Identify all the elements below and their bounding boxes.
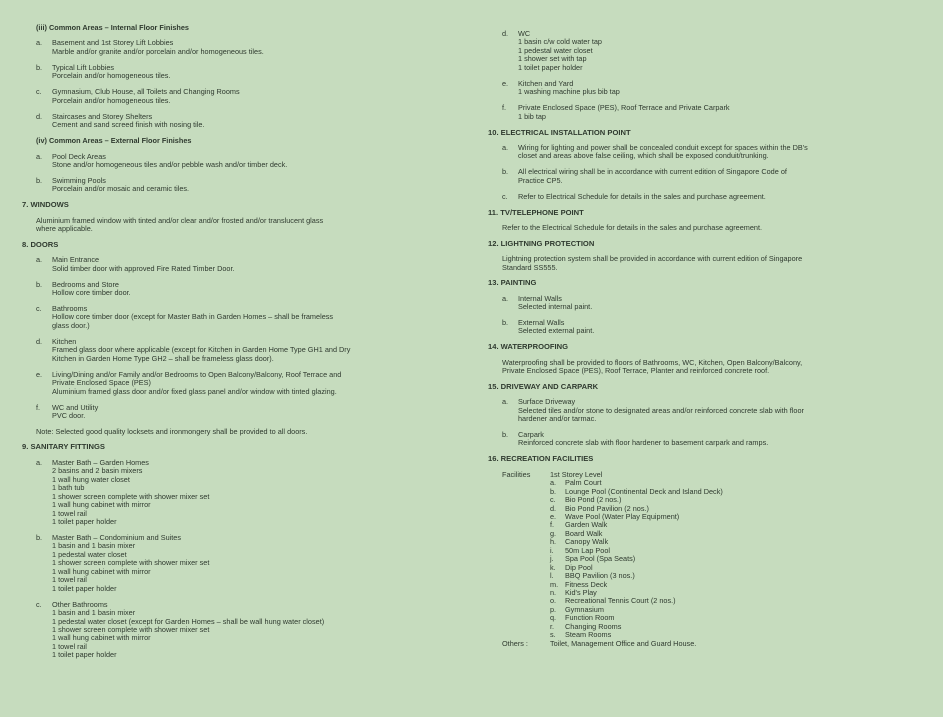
item-line: Marble and/or granite and/or porcelain and/or homogeneous tiles. [52, 46, 264, 56]
item-label: c. [36, 599, 42, 609]
item-label: d. [36, 111, 43, 121]
facilities-list [550, 479, 928, 639]
item-line: Porcelain and/or homogeneous tiles. [52, 71, 171, 81]
item-line: Staircases and Storey Shelters [52, 111, 153, 121]
item-label: b. [502, 317, 509, 327]
facility-name: Canopy Walk [565, 537, 609, 547]
item-line: 1 shower screen complete with shower mixer set [52, 558, 210, 568]
facility-name: BBQ Pavilion (3 nos.) [565, 571, 635, 581]
item-label: d. [502, 29, 509, 38]
tv-text [488, 224, 928, 232]
facility-item [550, 555, 928, 563]
item-line: Stone and/or homogeneous tiles and/or pebble wash and/or timber deck. [52, 159, 288, 169]
item-line: Porcelain and/or homogeneous tiles. [52, 95, 171, 105]
item-label: a. [502, 143, 509, 153]
item-line: Selected tiles and/or stone to designated areas and/or reinforced concrete slab with floor [518, 405, 804, 415]
item-line: 1 pedestal water closet [518, 45, 593, 55]
item-line: 1 towel rail [52, 575, 87, 585]
facility-letter: s. [550, 630, 556, 640]
facility-letter: m. [550, 579, 559, 589]
others-value: Toilet, Management Office and Guard House. [550, 638, 697, 648]
paragraph-line: Lightning protection system shall be provided in accordance with current edition of Singapore [502, 254, 803, 264]
tv-heading: 11. TV/TELEPHONE POINT [488, 207, 584, 217]
list-item [488, 80, 928, 97]
item-line: Surface Driveway [518, 397, 576, 407]
list-item [488, 295, 928, 312]
item-line: Wiring for lighting and power shall be concealed conduit except for spaces within the DB's [518, 143, 808, 153]
facility-name: Function Room [565, 613, 615, 623]
item-label: c. [502, 191, 508, 201]
list-item [22, 113, 462, 130]
item-label: a. [36, 457, 43, 467]
facility-letter: k. [550, 562, 556, 572]
item-line: PVC door. [52, 411, 86, 420]
item-line: 1 shower screen complete with shower mixer set [52, 625, 210, 635]
item-line: Other Bathrooms [52, 599, 108, 609]
facility-letter: j. [550, 554, 554, 564]
list-item [22, 153, 462, 170]
list-item [22, 88, 462, 105]
paragraph-line: Private Enclosed Space (PES), Roof Terrace, Planter and reinforced concrete roof. [502, 366, 770, 376]
list-item [22, 281, 462, 298]
item-label: e. [36, 369, 43, 379]
facility-item [550, 597, 928, 605]
item-line: Typical Lift Lobbies [52, 62, 115, 72]
list-item [22, 39, 462, 56]
item-line: Pool Deck Areas [52, 151, 106, 161]
item-line: Kitchen [52, 336, 77, 346]
item-line: WC [518, 29, 531, 38]
item-line: 1 towel rail [52, 641, 87, 651]
facility-name: Fitness Deck [565, 579, 608, 589]
paragraph-line: Waterproofing shall be provided to floors of Bathrooms, WC, Kitchen, Open Balcony/Balcony, [502, 357, 803, 367]
item-line: Internal Walls [518, 293, 562, 303]
windows-heading: 7. WINDOWS [22, 200, 69, 210]
item-line: Basement and 1st Storey Lift Lobbies [52, 38, 174, 48]
facility-name: Wave Pool (Water Play Equipment) [565, 512, 680, 522]
list-item [22, 459, 462, 527]
item-label: b. [502, 430, 509, 439]
recreation-heading: 16. RECREATION FACILITIES [488, 454, 594, 464]
facility-name: Steam Rooms [565, 630, 612, 640]
item-line: Living/Dining and/or Family and/or Bedrooms to Open Balcony/Balcony, Roof Terrace and [52, 369, 342, 379]
item-line: Porcelain and/or mosaic and ceramic tiles. [52, 184, 190, 194]
facility-item [550, 581, 928, 589]
item-label: b. [36, 62, 43, 72]
item-line: 2 basins and 2 basin mixers [52, 466, 143, 476]
paragraph-line: where applicable. [36, 224, 93, 234]
internal-floor-list [22, 39, 462, 129]
facility-name: 50m Lap Pool [565, 545, 611, 555]
lightning-text [488, 255, 928, 272]
item-line: Carpark [518, 430, 544, 439]
list-item [488, 168, 928, 185]
list-item [488, 30, 928, 72]
item-line: Main Entrance [52, 255, 100, 265]
waterproofing-heading: 14. WATERPROOFING [488, 342, 569, 352]
sanitary-continued-list [488, 30, 928, 121]
doors-note: Note: Selected good quality locksets and ironmongery shall be provided to all doors. [36, 426, 308, 436]
facility-letter: q. [550, 613, 557, 623]
facility-name: Bio Pond (2 nos.) [565, 495, 622, 505]
facility-name: Recreational Tennis Court (2 nos.) [565, 596, 676, 606]
item-label: a. [36, 38, 43, 48]
item-line: Cement and sand screed finish with nosing tile. [52, 120, 205, 130]
list-item [22, 177, 462, 194]
item-line: Private Enclosed Space (PES) [52, 378, 151, 388]
facility-letter: g. [550, 528, 557, 538]
item-line: 1 basin c/w cold water tap [518, 37, 602, 47]
facility-letter: a. [550, 478, 557, 488]
sanitary-heading: 9. SANITARY FITTINGS [22, 442, 105, 452]
item-label: b. [502, 167, 509, 177]
item-line: Gymnasium, Club House, all Toilets and Changing Rooms [52, 87, 240, 97]
facility-name: Gymnasium [565, 604, 604, 614]
list-item [22, 338, 462, 363]
item-label: c. [36, 303, 42, 313]
item-line: Hollow core timber door. [52, 288, 131, 298]
item-line: glass door.) [52, 320, 90, 330]
facility-name: Kid's Play [565, 587, 597, 597]
item-label: b. [36, 279, 43, 289]
list-item [488, 431, 928, 448]
item-line: Solid timber door with approved Fire Rated Timber Door. [52, 263, 235, 273]
facility-letter: c. [550, 495, 556, 505]
facility-name: Changing Rooms [565, 621, 622, 631]
facility-letter: r. [550, 621, 555, 631]
list-item [22, 601, 462, 660]
facility-letter: d. [550, 503, 557, 513]
item-label: b. [36, 175, 43, 185]
facility-name: Board Walk [565, 528, 603, 538]
facility-letter: p. [550, 604, 557, 614]
paragraph-line: Aluminium framed window with tinted and/or clear and/or frosted and/or translucent glass [36, 215, 324, 225]
item-line: Aluminium framed glass door and/or fixed glass panel and/or window with tinted glazing. [52, 386, 337, 396]
paragraph-line: Refer to the Electrical Schedule for details in the sales and purchase agreement. [502, 223, 762, 233]
lightning-heading: 12. LIGHTNING PROTECTION [488, 238, 595, 248]
item-line: Master Bath – Garden Homes [52, 457, 149, 467]
facility-letter: f. [550, 520, 555, 530]
list-item [488, 398, 928, 423]
list-item [22, 305, 462, 330]
left-column [22, 24, 462, 667]
facility-name: Garden Walk [565, 520, 608, 530]
item-line: Refer to Electrical Schedule for details in the sales and purchase agreement. [518, 191, 766, 201]
item-line: 1 toilet paper holder [52, 517, 117, 527]
item-line: Bedrooms and Store [52, 279, 119, 289]
facility-letter: e. [550, 512, 557, 522]
item-line: 1 wall hung water closet [52, 474, 130, 484]
item-label: a. [502, 293, 509, 303]
item-line: Reinforced concrete slab with floor hardener to basement carpark and ramps. [518, 438, 769, 448]
item-line: 1 bib tap [518, 111, 546, 121]
item-label: a. [36, 255, 43, 265]
facility-letter: i. [550, 545, 554, 555]
item-line: 1 toilet paper holder [52, 650, 117, 660]
external-floor-heading: (iv) Common Areas – External Floor Finishes [36, 136, 192, 146]
item-line: 1 shower screen complete with shower mixer set [52, 491, 210, 501]
item-line: 1 wall hung cabinet with mirror [52, 633, 151, 643]
item-line: All electrical wiring shall be in accordance with current edition of Singapore Code of [518, 167, 787, 177]
list-item [22, 534, 462, 593]
doors-list [22, 256, 462, 420]
item-line: 1 toilet paper holder [52, 583, 117, 593]
item-line: hardener and/or tarmac. [518, 414, 597, 424]
paragraph-line: Standard SS555. [502, 262, 558, 272]
item-label: a. [502, 397, 509, 407]
item-label: f. [36, 402, 41, 412]
electrical-list [488, 144, 928, 201]
item-label: b. [36, 532, 43, 542]
list-item [22, 371, 462, 396]
list-item [488, 144, 928, 161]
facility-name: Lounge Pool (Continental Deck and Island Deck) [565, 486, 723, 496]
item-line: 1 basin and 1 basin mixer [52, 541, 136, 551]
item-line: 1 wall hung cabinet with mirror [52, 566, 151, 576]
facility-letter: h. [550, 537, 557, 547]
item-line: Practice CP5. [518, 175, 563, 185]
list-item [22, 256, 462, 273]
windows-text [22, 217, 462, 234]
facility-letter: n. [550, 587, 557, 597]
item-line: Master Bath – Condominium and Suites [52, 532, 181, 542]
facility-name: Palm Court [565, 478, 602, 488]
item-label: d. [36, 336, 43, 346]
item-label: c. [36, 87, 42, 97]
item-label: e. [502, 78, 509, 88]
item-line: WC and Utility [52, 402, 99, 412]
item-line: closet and areas above false ceiling, which shall be exposed conduit/trunking. [518, 151, 769, 161]
item-line: 1 washing machine plus bib tap [518, 87, 620, 97]
facility-letter: l. [550, 571, 554, 581]
driveway-heading: 15. DRIVEWAY AND CARPARK [488, 381, 599, 391]
item-line: Hollow core timber door (except for Master Bath in Garden Homes – shall be frameless [52, 312, 334, 322]
item-line: External Walls [518, 317, 565, 327]
facility-name: Spa Pool (Spa Seats) [565, 554, 636, 564]
painting-heading: 13. PAINTING [488, 278, 537, 288]
item-line: Private Enclosed Space (PES), Roof Terrace and Private Carpark [518, 103, 730, 113]
internal-floor-heading: (iii) Common Areas – Internal Floor Finishes [36, 23, 189, 32]
facility-letter: o. [550, 596, 557, 606]
driveway-list [488, 398, 928, 448]
item-line: 1 basin and 1 basin mixer [52, 608, 136, 618]
list-item [22, 64, 462, 81]
sanitary-list [22, 459, 462, 660]
external-floor-list [22, 153, 462, 194]
doors-heading: 8. DOORS [22, 239, 59, 249]
painting-list [488, 295, 928, 336]
item-line: Kitchen in Garden Home Type GH2 – shall be frameless glass door). [52, 353, 274, 363]
facility-item [550, 521, 928, 529]
others-label: Others : [502, 638, 528, 648]
right-column [488, 30, 928, 648]
list-item [488, 104, 928, 121]
list-item [488, 319, 928, 336]
item-line: 1 shower set with tap [518, 54, 587, 64]
item-line: Bathrooms [52, 303, 88, 313]
item-line: 1 pedestal water closet (except for Garden Homes – shall be wall hung water closet) [52, 616, 325, 626]
facilities-label: Facilities [502, 469, 531, 479]
item-line: 1 toilet paper holder [518, 62, 583, 72]
item-label: a. [36, 151, 43, 161]
recreation-facilities [488, 471, 928, 648]
facility-name: Bio Pond Pavilion (2 nos.) [565, 503, 649, 513]
facility-name: Dip Pool [565, 562, 593, 572]
facilities-level: 1st Storey Level [550, 469, 603, 479]
item-line: Kitchen and Yard [518, 78, 574, 88]
item-line: Selected external paint. [518, 326, 595, 336]
list-item [488, 193, 928, 201]
item-line: 1 pedestal water closet [52, 549, 127, 559]
item-line: Swimming Pools [52, 175, 106, 185]
item-line: Selected internal paint. [518, 301, 593, 311]
electrical-heading: 10. ELECTRICAL INSTALLATION POINT [488, 127, 631, 137]
item-line: 1 towel rail [52, 508, 87, 518]
item-line: 1 bath tub [52, 483, 85, 493]
item-line: 1 wall hung cabinet with mirror [52, 500, 151, 510]
item-line: Framed glass door where applicable (except for Kitchen in Garden Home Type GH1 and Dry [52, 345, 351, 355]
waterproofing-text [488, 359, 928, 376]
item-label: f. [502, 103, 507, 113]
facility-letter: b. [550, 486, 557, 496]
list-item [22, 404, 462, 421]
